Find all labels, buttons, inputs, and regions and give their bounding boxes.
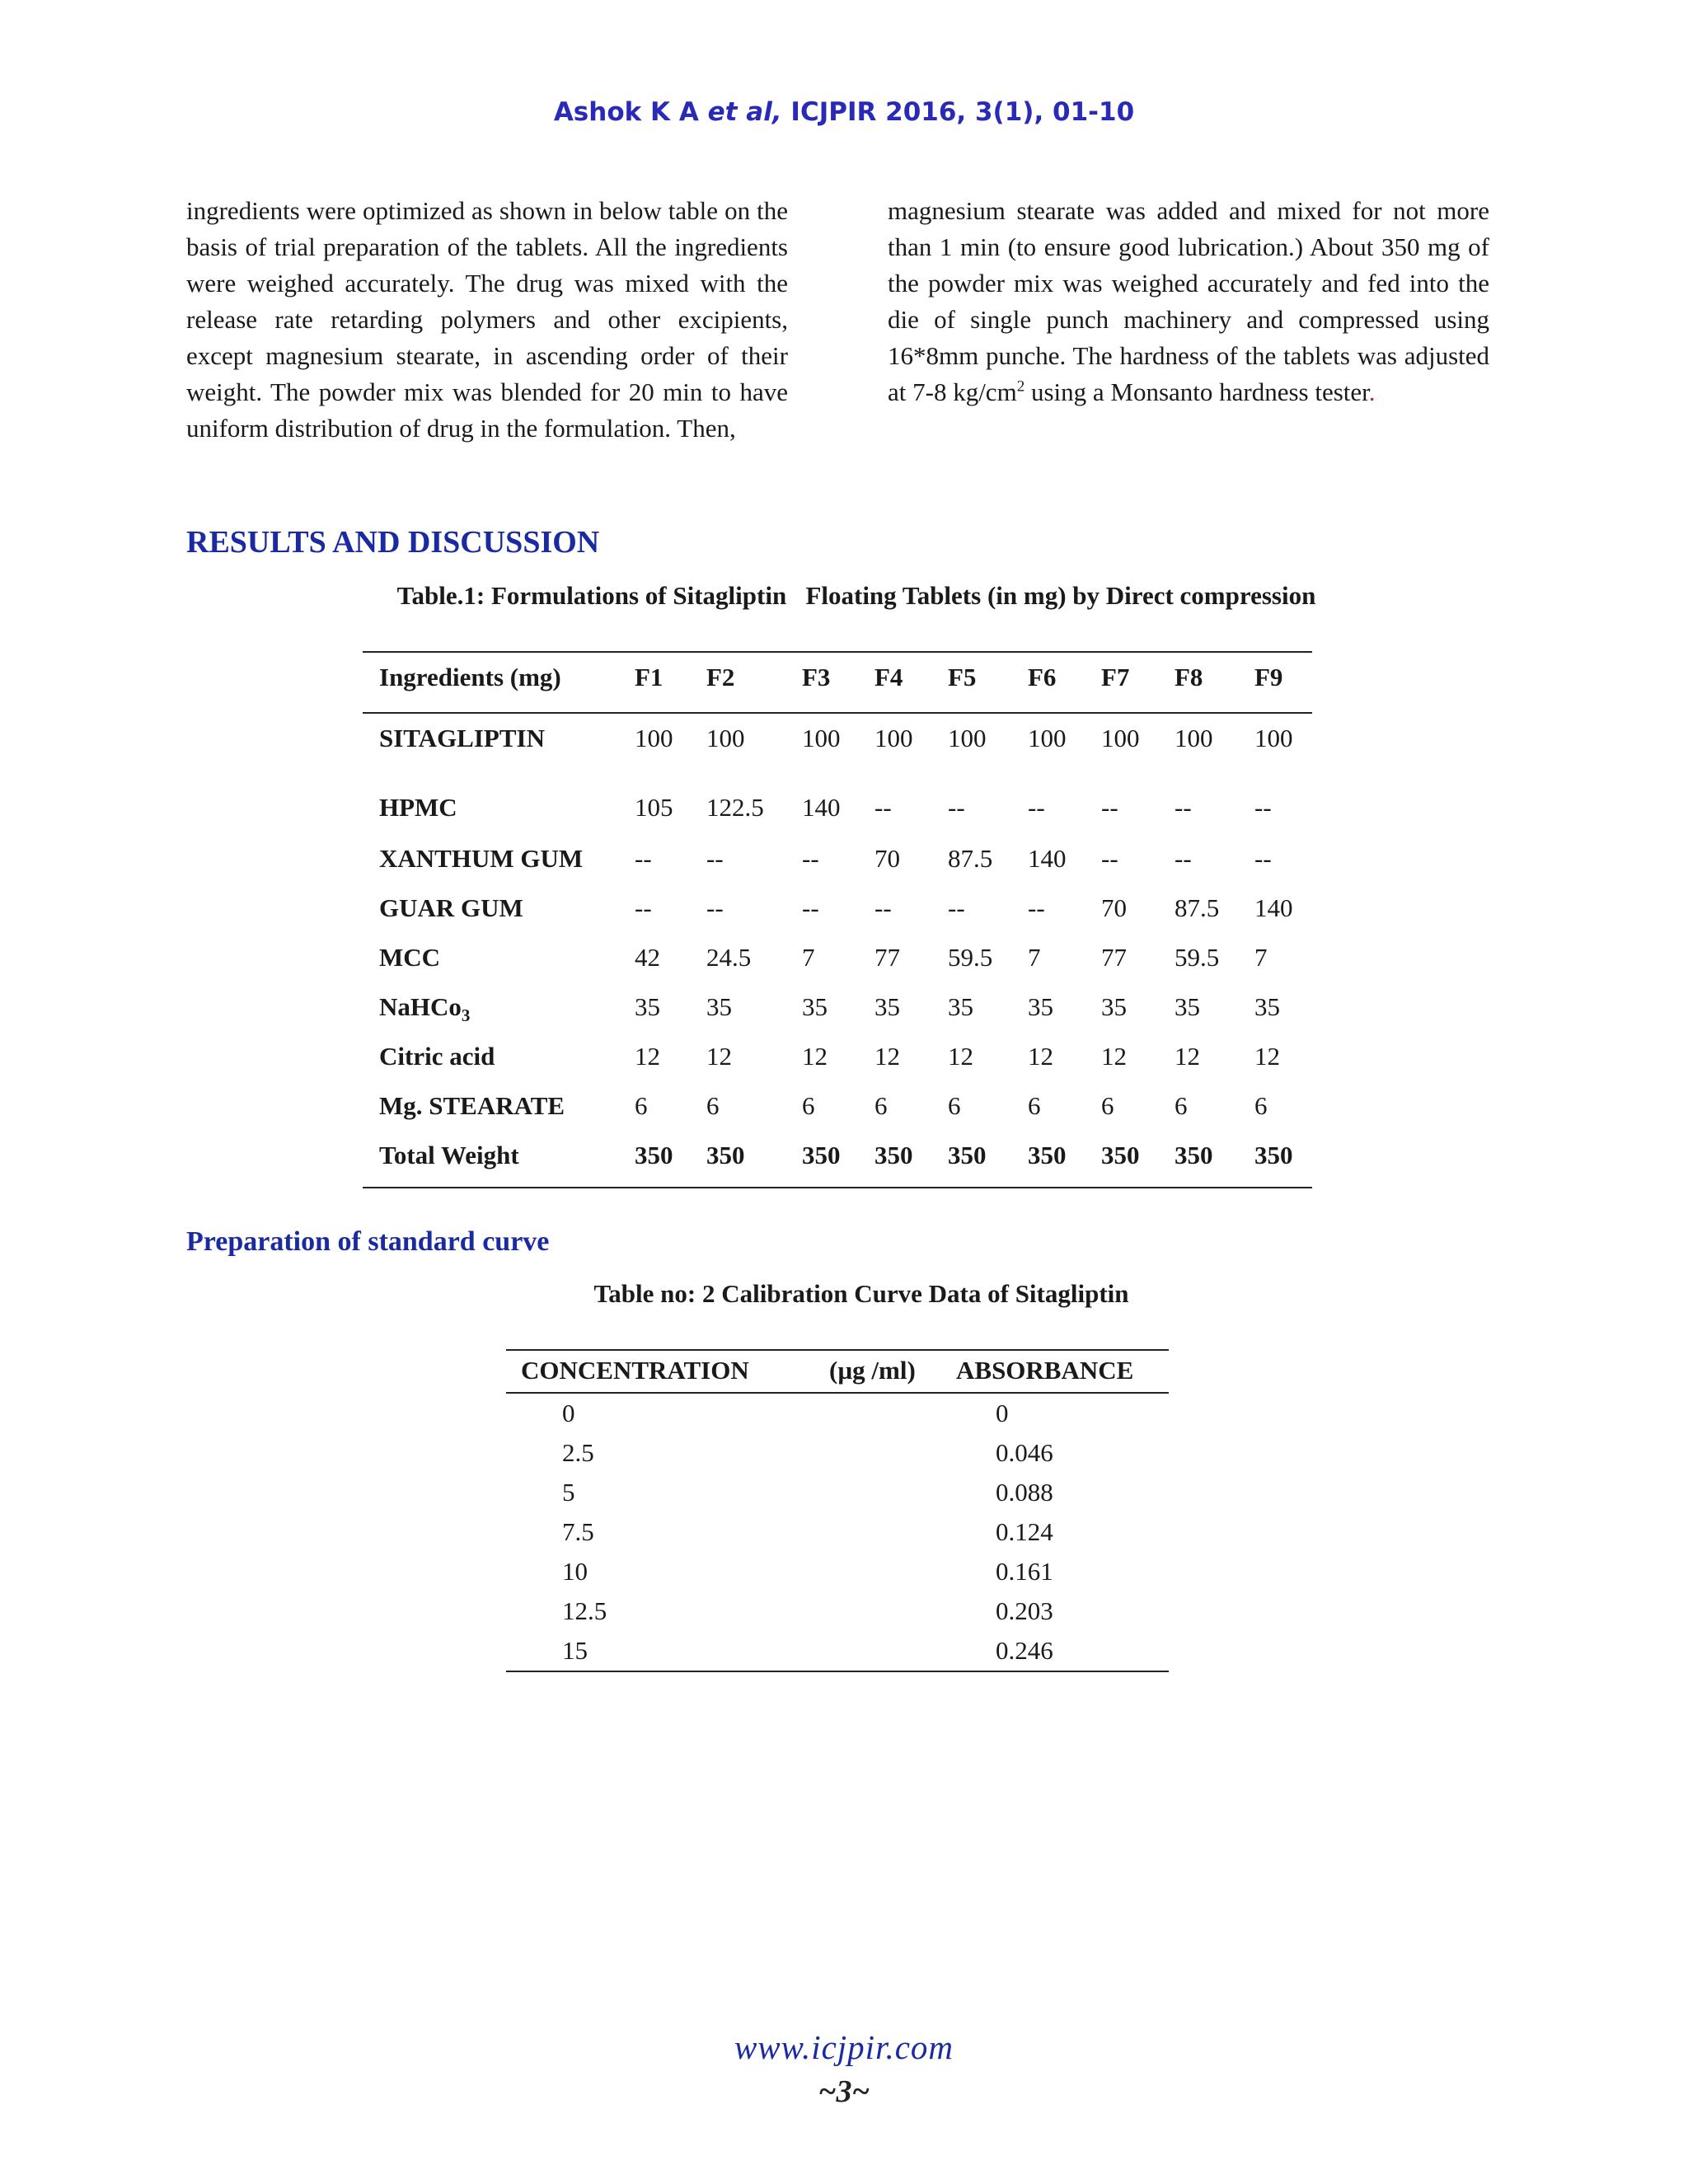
ingredient-name: [379, 943, 440, 972]
table1-cell: 35: [1028, 992, 1053, 1021]
table1-cell: --: [802, 844, 819, 873]
header-author: Ashok K A: [553, 97, 699, 127]
ingredient-name: [379, 1042, 495, 1071]
table1-header-cell: F2: [706, 663, 735, 691]
table1-cell: --: [874, 893, 892, 922]
table1-header-cell: F5: [948, 663, 977, 691]
table1-cell: --: [1028, 793, 1045, 822]
table2-row: [506, 1631, 1169, 1671]
table1-cell: 59.5: [1175, 943, 1220, 972]
table1-cell: 24.5: [706, 943, 752, 972]
concentration-value: 15: [562, 1636, 588, 1665]
table1-cell: 6: [802, 1091, 815, 1120]
table1-cell: --: [1028, 893, 1045, 922]
absorbance-value: 0.046: [996, 1438, 1053, 1467]
table2-row: [506, 1512, 1169, 1552]
table1-cell: --: [1254, 844, 1272, 873]
table1-header-cell: F1: [635, 663, 663, 691]
table2-caption: Table no: 2 Calibration Curve Data of Sitagliptin: [593, 1279, 1129, 1308]
table1-cell: 350: [874, 1141, 913, 1169]
table1-cell: 12: [1101, 1042, 1127, 1071]
table1-cell: 12: [948, 1042, 973, 1071]
table1-cell: --: [635, 844, 652, 873]
superscript-2: 2: [1016, 377, 1025, 396]
ingredient-name: [379, 844, 583, 874]
ingredient-subscript: 3: [461, 1005, 471, 1026]
concentration-value: 0: [562, 1399, 575, 1427]
absorbance-value: 0.203: [996, 1596, 1053, 1625]
table1-cell: 350: [802, 1141, 841, 1169]
table1-cell: 6: [1101, 1091, 1114, 1120]
table1-cell: 77: [1101, 943, 1127, 972]
subheading: Preparation of standard curve: [186, 1226, 550, 1257]
table1-row: [363, 773, 1312, 832]
table1-cell: 6: [1028, 1091, 1041, 1120]
ingredient-label: XANTHUM GUM: [379, 844, 584, 873]
table1-cell: 100: [1028, 724, 1067, 752]
table1-header-cell: F9: [1254, 663, 1283, 691]
table1-row: [363, 1129, 1312, 1187]
table1-cell: 350: [635, 1141, 673, 1169]
page-number: ~3~: [818, 2074, 870, 2109]
table1-cell: 100: [635, 724, 673, 752]
ingredient-name: [379, 1141, 519, 1170]
table1-cell: 100: [1175, 724, 1213, 752]
table1-cell: 100: [874, 724, 913, 752]
table1-cell: --: [1254, 793, 1272, 822]
ingredient-label: NaHCo: [379, 992, 462, 1021]
table1-cell: 35: [1175, 992, 1200, 1021]
table1-cell: 100: [1101, 724, 1140, 752]
right-column-end: using a Monsanto hardness tester: [1025, 377, 1369, 406]
table1-header-cell: F3: [802, 663, 831, 691]
table2-header-cell: ABSORBANCE: [956, 1356, 1134, 1385]
ingredient-label: MCC: [379, 943, 441, 972]
concentration-value: 2.5: [562, 1438, 594, 1467]
table2-row: [506, 1394, 1169, 1433]
table1-cell: 35: [802, 992, 828, 1021]
table1-row: [363, 1080, 1312, 1129]
table1-cell: 70: [874, 844, 900, 873]
table1-cell: --: [706, 844, 724, 873]
table1-cell: 12: [874, 1042, 900, 1071]
table1-cell: 12: [1175, 1042, 1200, 1071]
table1-cell: 35: [874, 992, 900, 1021]
table1-row: [363, 832, 1312, 882]
table1-header-cell: F7: [1101, 663, 1130, 691]
table1-cell: 12: [635, 1042, 660, 1071]
right-column-main: magnesium stearate was added and mixed for not more than 1 min (to ensure good lubrication.) About 350 mg of the powder mix was weighed accurately and fed into the die of single punch machinery and compressed using 16*8mm punche. The hardness of the tablets was adjusted at 7-8 kg/cm: [888, 196, 1489, 406]
table1-cell: 100: [1254, 724, 1293, 752]
table1-cell: 87.5: [1175, 893, 1220, 922]
table1-cell: 77: [874, 943, 900, 972]
table1-row: [363, 714, 1312, 773]
table1-cell: 105: [635, 793, 673, 822]
table1-cell: --: [1101, 793, 1118, 822]
header-etal: et al,: [707, 97, 782, 127]
table1-cell: 35: [1254, 992, 1280, 1021]
table1-row: [363, 931, 1312, 981]
right-column: [888, 193, 1489, 410]
table1-cell: 59.5: [948, 943, 993, 972]
calibration-table: [506, 1349, 1169, 1672]
table1-header-cell: F4: [874, 663, 903, 691]
ingredient-name: [379, 992, 470, 1026]
table1-cell: --: [1101, 844, 1118, 873]
table1-cell: 350: [948, 1141, 987, 1169]
ingredient-name: [379, 1091, 565, 1121]
absorbance-value: 0.124: [996, 1517, 1053, 1546]
table2-row: [506, 1433, 1169, 1473]
absorbance-value: 0.161: [996, 1557, 1053, 1586]
concentration-value: 10: [562, 1557, 588, 1586]
table1-row: [363, 1030, 1312, 1080]
table1-cell: 6: [1175, 1091, 1188, 1120]
table1-cell: 122.5: [706, 793, 764, 822]
table1-cell: 350: [1254, 1141, 1293, 1169]
table1-cell: 42: [635, 943, 660, 972]
left-column-text: ingredients were optimized as shown in below table on the basis of trial preparation of the tablets. All the ingredients were weighed accurately. The drug was mixed with the release rate retarding polymers and other excipients, except magnesium stearate, in ascending order of their weight. The powder mix was blended for 20 min to have uniform distribution of drug in the formulation. Then,: [186, 196, 788, 443]
table1-cell: --: [802, 893, 819, 922]
table1-cell: 35: [635, 992, 660, 1021]
table1-cell: 12: [1028, 1042, 1053, 1071]
table1-cell: 350: [1175, 1141, 1213, 1169]
absorbance-value: 0: [996, 1399, 1009, 1427]
table1-cell: 350: [1028, 1141, 1067, 1169]
table1-cell: 7: [1254, 943, 1268, 972]
table1-cell: 6: [1254, 1091, 1268, 1120]
table1-cell: 12: [802, 1042, 828, 1071]
table2-row: [506, 1552, 1169, 1591]
table1-cell: 12: [1254, 1042, 1280, 1071]
table1-cell: --: [948, 893, 965, 922]
table1-cell: 6: [874, 1091, 888, 1120]
table1-cell: 6: [948, 1091, 961, 1120]
right-column-text: [888, 193, 1489, 410]
running-head: [0, 97, 1688, 127]
header-citation: ICJPIR 2016, 3(1), 01-10: [790, 97, 1135, 127]
table1-cell: 35: [1101, 992, 1127, 1021]
concentration-value: 5: [562, 1478, 575, 1507]
ingredient-name: [379, 793, 457, 823]
ingredient-name: [379, 724, 545, 753]
table1-cell: 140: [802, 793, 841, 822]
table1-header-cell: F6: [1028, 663, 1057, 691]
table1-cell: 100: [802, 724, 841, 752]
table1-cell: 35: [706, 992, 732, 1021]
table1-cell: 350: [706, 1141, 745, 1169]
table2-body: [506, 1394, 1169, 1671]
table1-cell: --: [1175, 793, 1192, 822]
ingredient-label: Citric acid: [379, 1042, 495, 1071]
table1-header-cell: F8: [1175, 663, 1203, 691]
ingredient-name: [379, 893, 523, 923]
table1-cell: --: [1175, 844, 1192, 873]
table1-cell: 35: [948, 992, 973, 1021]
table2-header-cell: (µg /ml): [829, 1356, 916, 1385]
left-column: [186, 193, 788, 447]
formulation-table: [363, 651, 1312, 1188]
table1-body: [363, 714, 1312, 1187]
ingredient-label: Mg. STEARATE: [379, 1091, 565, 1120]
footer-url: www.icjpir.com: [734, 2028, 954, 2066]
table1-cell: --: [635, 893, 652, 922]
table1-row: [363, 981, 1312, 1030]
concentration-value: 7.5: [562, 1517, 594, 1546]
section-heading: RESULTS AND DISCUSSION: [186, 525, 600, 560]
table1-cell: --: [948, 793, 965, 822]
table1-cell: 350: [1101, 1141, 1140, 1169]
table1-cell: --: [706, 893, 724, 922]
table1-caption: Table.1: Formulations of Sitagliptin Floating Tablets (in mg) by Direct compression: [396, 581, 1316, 610]
table1-cell: 12: [706, 1042, 732, 1071]
ingredient-label: HPMC: [379, 793, 457, 822]
table1-header-cell: Ingredients (mg): [379, 663, 561, 691]
right-column-period: .: [1368, 377, 1376, 406]
absorbance-value: 0.088: [996, 1478, 1053, 1507]
table1-cell: 140: [1254, 893, 1293, 922]
concentration-value: 12.5: [562, 1596, 607, 1625]
table1-header-row: [363, 653, 1312, 714]
table2-row: [506, 1591, 1169, 1631]
table1-cell: 140: [1028, 844, 1067, 873]
ingredient-label: SITAGLIPTIN: [379, 724, 545, 752]
table1-cell: 7: [1028, 943, 1041, 972]
table1-cell: --: [874, 793, 892, 822]
table2-header-row: [506, 1351, 1169, 1394]
table1-cell: 100: [948, 724, 987, 752]
table1-cell: 6: [706, 1091, 720, 1120]
table1-cell: 87.5: [948, 844, 993, 873]
ingredient-label: GUAR GUM: [379, 893, 523, 922]
table1-cell: 6: [635, 1091, 648, 1120]
table1-cell: 70: [1101, 893, 1127, 922]
ingredient-label: Total Weight: [379, 1141, 519, 1169]
table1-cell: 100: [706, 724, 745, 752]
table2-header-cell: CONCENTRATION: [521, 1356, 749, 1385]
table1-row: [363, 882, 1312, 931]
absorbance-value: 0.246: [996, 1636, 1053, 1665]
table1-cell: 7: [802, 943, 815, 972]
table2-row: [506, 1473, 1169, 1512]
